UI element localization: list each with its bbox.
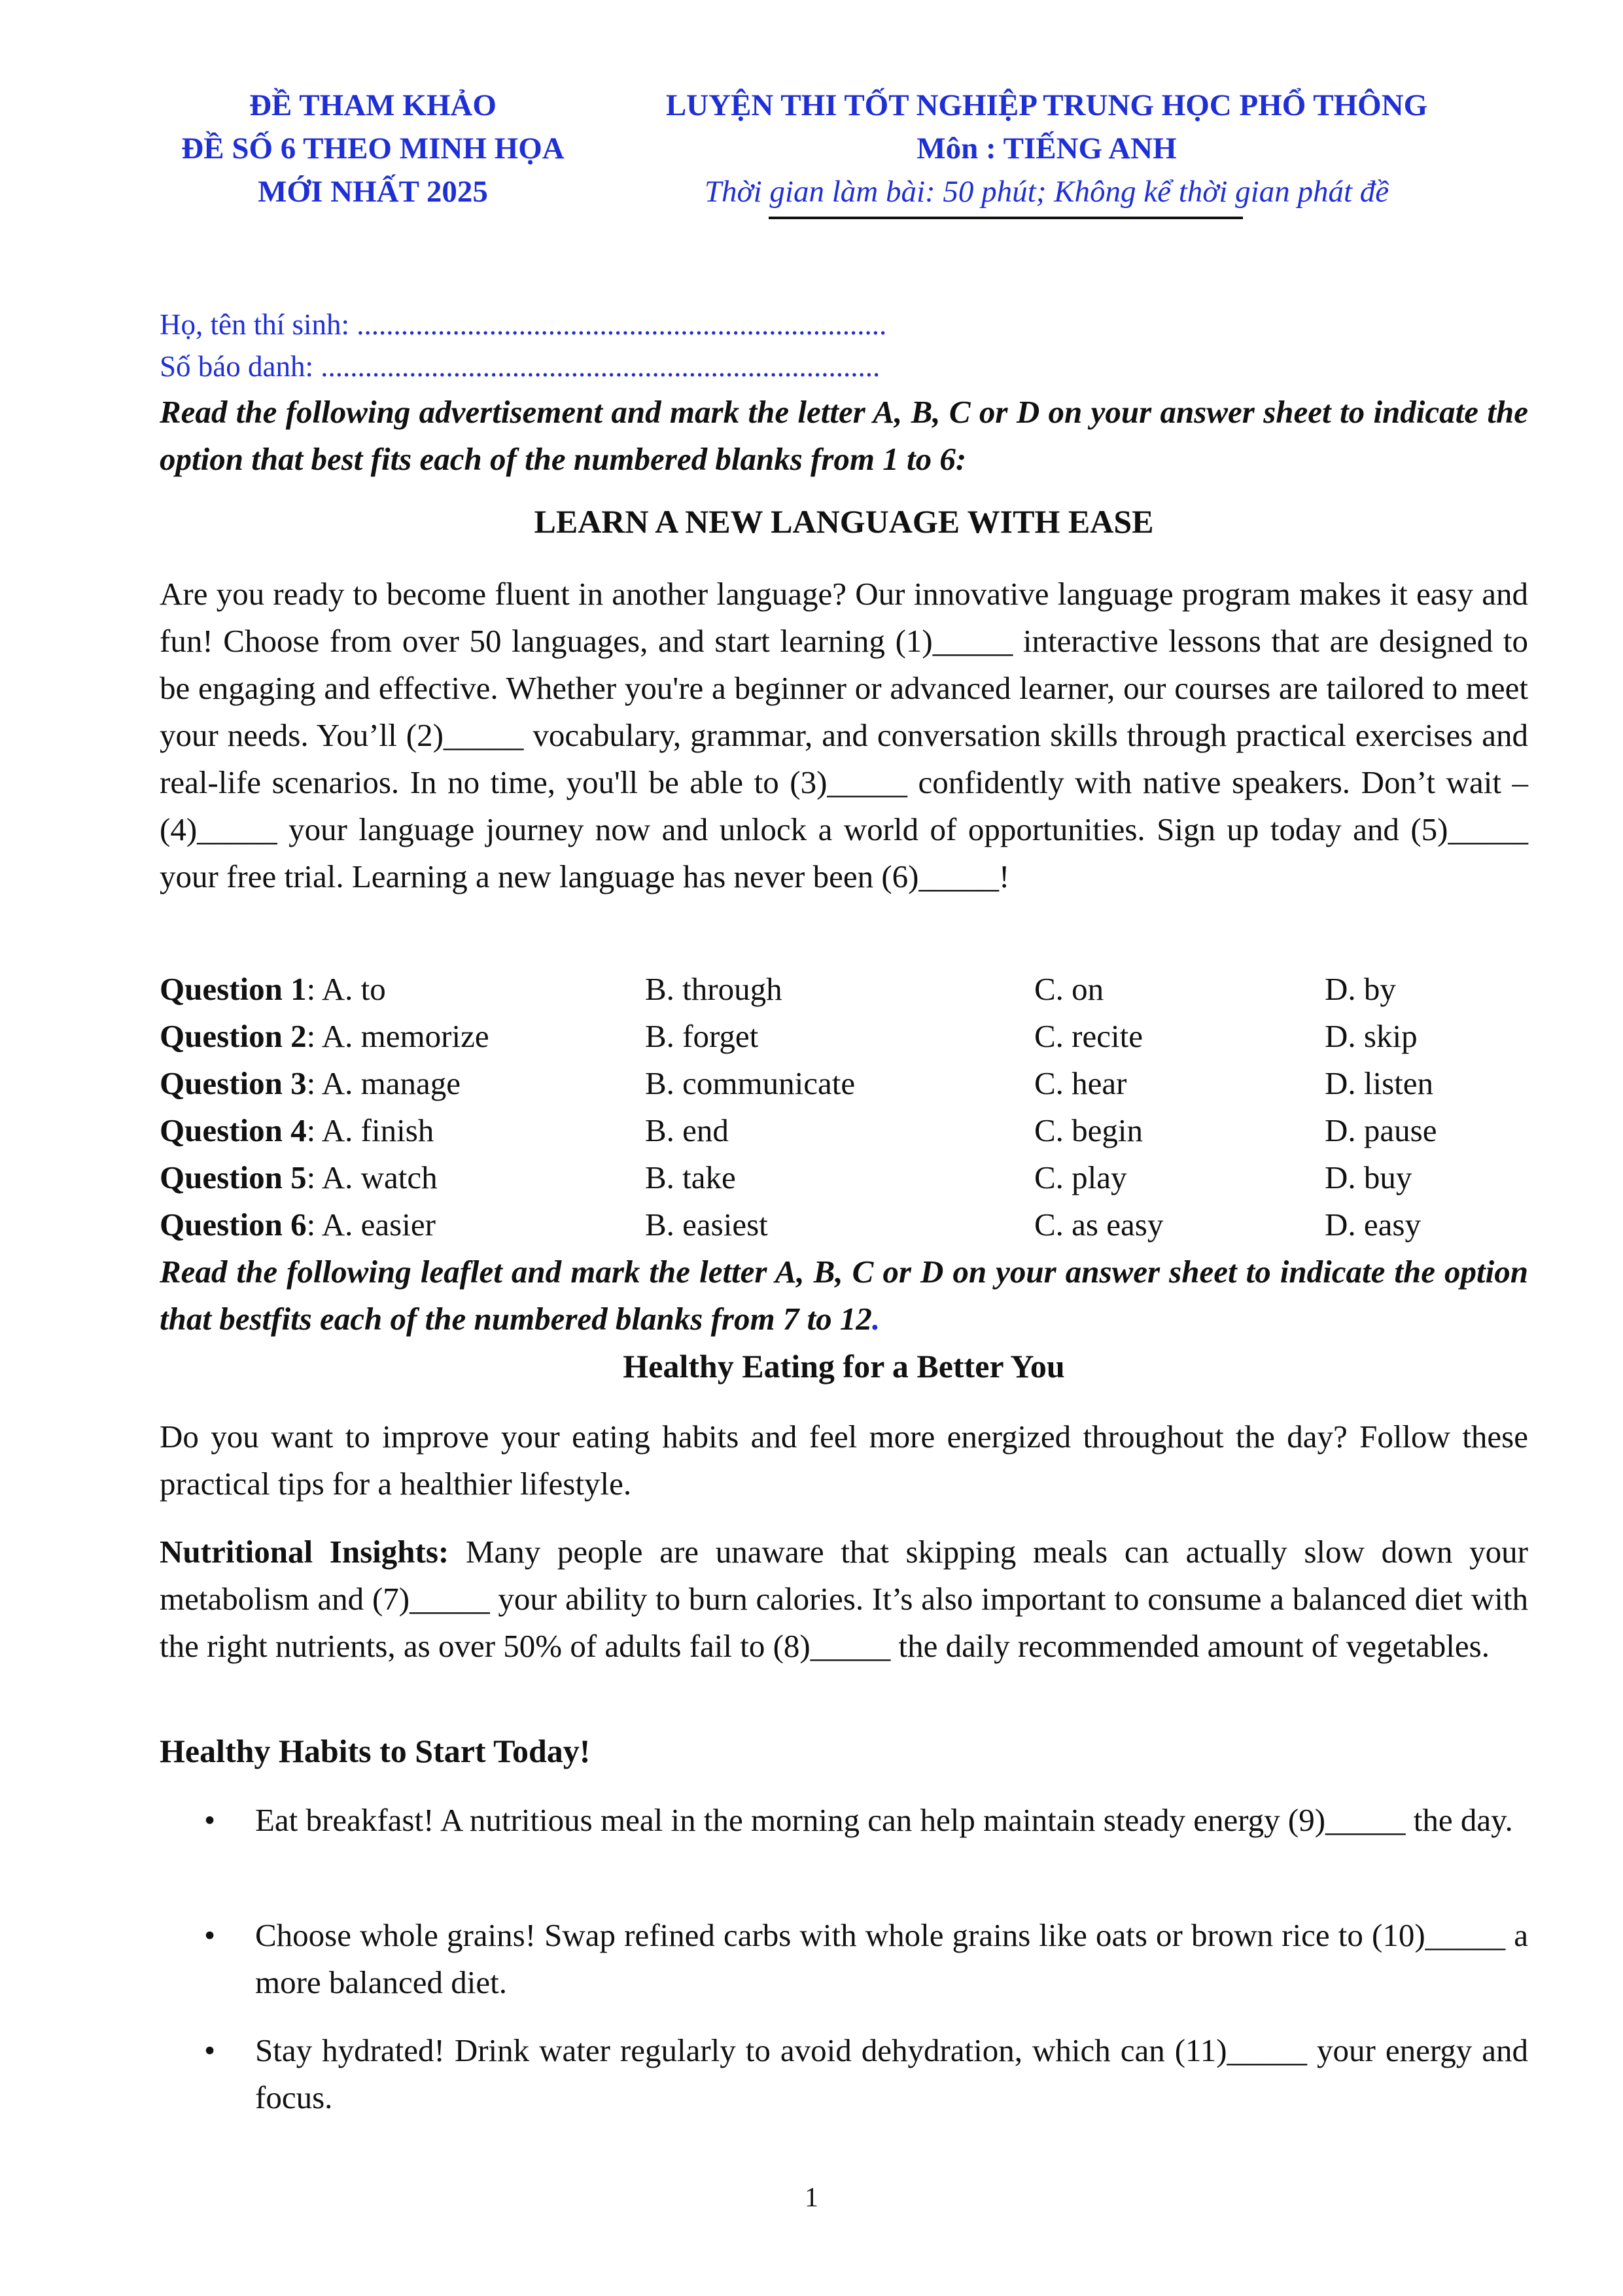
option-d: D. by: [1325, 971, 1396, 1007]
section1-title: LEARN A NEW LANGUAGE WITH EASE: [534, 503, 1154, 540]
question-label: Question 4: [160, 1112, 307, 1148]
option-a: : A. watch: [306, 1159, 438, 1195]
option-a: : A. to: [306, 971, 386, 1007]
question-3: [160, 1060, 1528, 1107]
bullet-icon: •: [204, 1917, 216, 1953]
bullet-item-10: Choose whole grains! Swap refined carbs with whole grains like oats or brown rice to (10)_____ a more balanced diet.: [255, 1917, 1528, 2000]
question-stem: [160, 966, 386, 1013]
option-a: : A. memorize: [306, 1018, 489, 1054]
question-label: Question 6: [160, 1207, 307, 1243]
option-b: B. end: [645, 1112, 729, 1148]
option-d: D. buy: [1325, 1159, 1412, 1195]
option-b: B. through: [645, 971, 782, 1007]
section2-instruction-text: Read the following leaflet and mark the letter A, B, C or D on your answer sheet to indicate the option that bestfits each of the numbered blanks from 7 to 12: [160, 1254, 1528, 1337]
option-d: D. skip: [1325, 1018, 1418, 1054]
section1-passage: Are you ready to become fluent in another language? Our innovative language program makes it easy and fun! Choose from over 50 languages, and start learning (1)_____ interactive lessons that are designed to be engaging and effective. Whether you're a beginner or advanced learner, our courses are tailored to meet your needs. You’ll (2)_____ vocabulary, grammar, and conversation skills through practical exercises and real-life scenarios. In no time, you'll be able to (3)_____ confidently with native speakers. Don’t wait – (4)_____ your language journey now and unlock a world of opportunities. Sign up today and (5)_____ your free trial. Learning a new language has never been (6)_____!: [160, 576, 1528, 894]
option-c: C. hear: [1034, 1065, 1127, 1101]
option-c: C. on: [1034, 971, 1104, 1007]
option-d: D. pause: [1325, 1112, 1437, 1148]
exam-label-line-1: ĐỀ THAM KHẢO: [249, 88, 497, 122]
question-2: [160, 1013, 1528, 1060]
nutritional-insights-text: Many people are unaware that skipping meals can actually slow down your metabolism and (7)_____ your ability to burn calories. It’s also important to consume a balanced diet with the right nutrients, as over 50% of adults fail to (8)_____ the daily recommended amount of vegetables.: [160, 1534, 1528, 1664]
option-c: C. play: [1034, 1159, 1127, 1195]
option-c: C. as easy: [1034, 1207, 1164, 1243]
section2-instruction: [160, 1248, 1528, 1343]
section2-intro: Do you want to improve your eating habits and feel more energized throughout the day? Follow these practical tips for a healthier lifestyle.: [160, 1419, 1528, 1502]
exam-time: Thời gian làm bài: 50 phút; Không kể thời gian phát đề: [704, 175, 1389, 209]
section1-instruction: Read the following advertisement and mark the letter A, B, C or D on your answer sheet to indicate the option that best fits each of the numbered blanks from 1 to 6:: [160, 394, 1528, 477]
healthy-habits-heading: Healthy Habits to Start Today!: [160, 1733, 591, 1769]
question-label: Question 3: [160, 1065, 307, 1101]
option-b: B. take: [645, 1159, 736, 1195]
exam-title: LUYỆN THI TỐT NGHIỆP TRUNG HỌC PHỔ THÔNG: [665, 88, 1428, 122]
header-divider: [769, 217, 1243, 219]
question-4: [160, 1107, 1528, 1154]
exam-heading: [589, 84, 1505, 213]
option-c: C. recite: [1034, 1018, 1143, 1054]
option-c: C. begin: [1034, 1112, 1143, 1148]
question-1: [160, 966, 1528, 1013]
bullet-icon: •: [204, 2032, 216, 2068]
candidate-name-field: Họ, tên thí sinh: ........................................................................: [160, 308, 887, 341]
option-b: B. forget: [645, 1018, 759, 1054]
question-label: Question 2: [160, 1018, 307, 1054]
exam-subject: Môn : TIẾNG ANH: [916, 132, 1177, 166]
exam-label-line-2: ĐỀ SỐ 6 THEO MINH HỌA: [181, 132, 565, 166]
question-5: [160, 1154, 1528, 1201]
exam-label-line-3: MỚI NHẤT 2025: [258, 175, 488, 209]
question-label: Question 5: [160, 1159, 307, 1195]
nutritional-insights-paragraph: [160, 1528, 1528, 1670]
option-a: : A. finish: [306, 1112, 434, 1148]
exam-label: [164, 84, 582, 213]
option-d: D. easy: [1325, 1207, 1421, 1243]
option-b: B. easiest: [645, 1207, 768, 1243]
question-label: Question 1: [160, 971, 307, 1007]
bullet-item-9: Eat breakfast! A nutritious meal in the morning can help maintain steady energy (9)_____ the day.: [255, 1802, 1513, 1838]
option-b: B. communicate: [645, 1065, 856, 1101]
page-number: 1: [805, 2183, 818, 2213]
question-stem: [160, 1060, 461, 1107]
question-stem: [160, 1154, 438, 1201]
question-6: [160, 1201, 1528, 1248]
section2-title: Healthy Eating for a Better You: [623, 1348, 1065, 1385]
question-stem: [160, 1107, 434, 1154]
nutritional-insights-label: Nutritional Insights:: [160, 1534, 449, 1570]
candidate-id-field: Số báo danh: ............................................................................: [160, 350, 881, 383]
option-d: D. listen: [1325, 1065, 1434, 1101]
section2-instruction-period: .: [871, 1301, 881, 1337]
option-a: : A. manage: [306, 1065, 461, 1101]
question-stem: [160, 1201, 436, 1248]
bullet-icon: •: [204, 1802, 216, 1838]
question-stem: [160, 1013, 489, 1060]
option-a: : A. easier: [306, 1207, 436, 1243]
bullet-item-11: Stay hydrated! Drink water regularly to avoid dehydration, which can (11)_____ your energy and focus.: [255, 2032, 1528, 2115]
